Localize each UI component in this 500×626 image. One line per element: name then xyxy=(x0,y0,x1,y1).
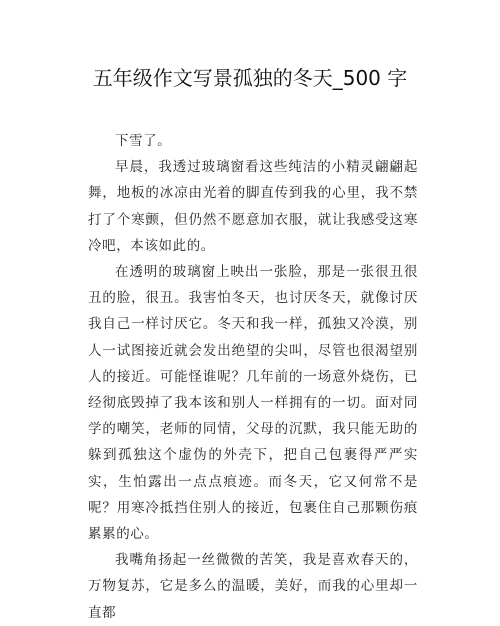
paragraph: 在透明的玻璃窗上映出一张脸，那是一张很丑很丑的脸，很丑。我害怕冬天，也讨厌冬天，就像讨厌我自己一样讨厌它。冬天和我一样，孤独又冷漠，别人一试图接近就会发出绝望的尖叫，尽管也很渴望别人的接近。可能怪谁呢？几年前的一场意外烧伤，已经彻底毁掉了我本该和别人一样拥有的一切。面对同学的嘲笑，老师的同情，父母的沉默，我只能无助的躲到孤独这个虚伪的外壳下，把自己包裹得严严实实，生怕露出一点点痕迹。而冬天，它又何常不是呢？用寒冷抵挡住别人的接近，包裹住自己那颗伤痕累累的心。 xyxy=(88,264,418,543)
article-body xyxy=(88,128,418,626)
paragraph: 我嘴角扬起一丝微微的苦笑，我是喜欢春天的，万物复苏，它是多么的温暖，美好，而我的心里却一直都 xyxy=(88,552,418,621)
paragraph: 早晨，我透过玻璃窗看这些纯洁的小精灵翩翩起舞，地板的冰凉由光着的脚直传到我的心里，我不禁打了个寒颤，但仍然不愿意加衣服，就让我感受这寒冷吧，本该如此的。 xyxy=(88,159,418,254)
paragraph: 下雪了。 xyxy=(115,133,172,149)
article-title: 五年级作文写景孤独的冬天_500 字 xyxy=(92,66,408,90)
